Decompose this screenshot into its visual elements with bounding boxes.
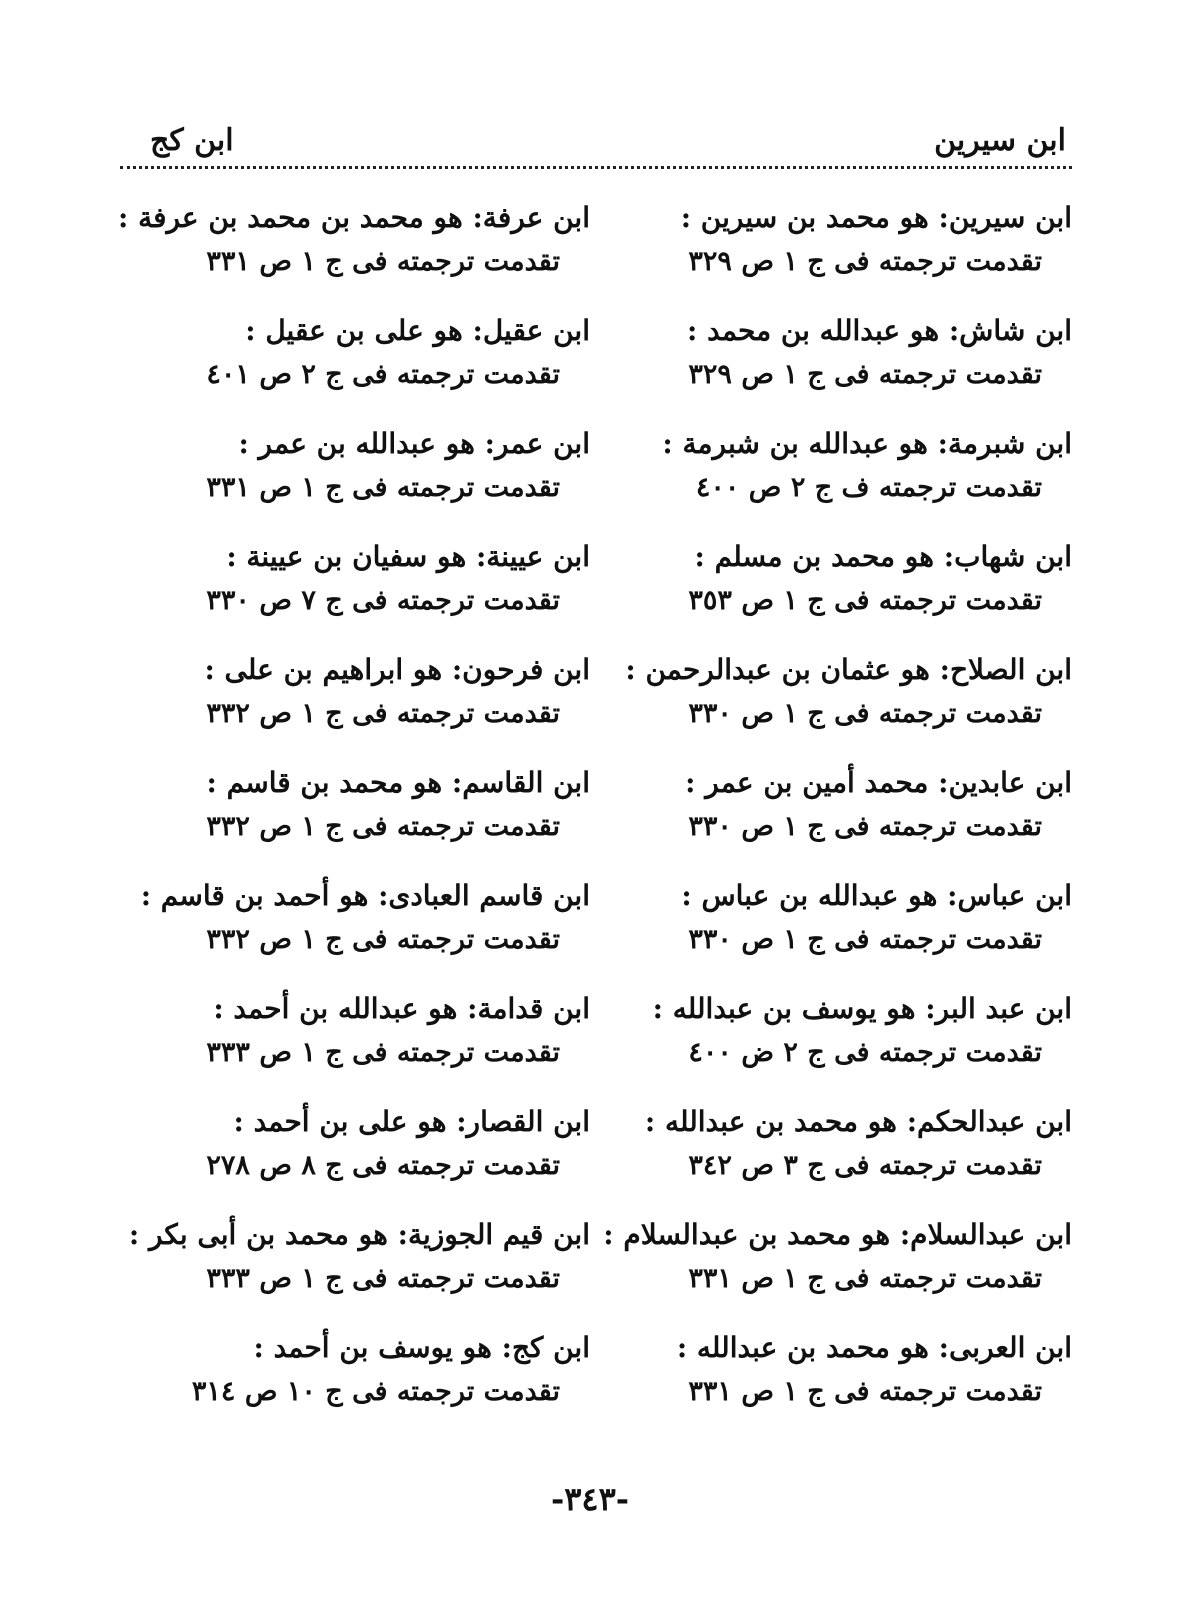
entry-heading: ابن عمر: هو عبدالله بن عمر : — [238, 427, 590, 460]
entry — [602, 761, 1072, 874]
entry-reference: تقدمت ترجمته فى ج ١ ص ٣٢٩ — [688, 359, 1042, 390]
running-header — [120, 118, 1072, 169]
header-last-entry: ابن كج — [150, 123, 234, 158]
entry — [120, 309, 590, 422]
entry-reference: تقدمت ترجمته فى ج ٢ ض ٤٠٠ — [688, 1037, 1042, 1068]
entry — [120, 1100, 590, 1213]
entry — [120, 648, 590, 761]
entry-heading: ابن شبرمة: هو عبدالله بن شبرمة : — [662, 427, 1072, 460]
header-first-entry: ابن سيرين — [934, 123, 1066, 158]
entry — [602, 648, 1072, 761]
entry-heading: ابن شهاب: هو محمد بن مسلم : — [694, 540, 1072, 573]
left-column — [117, 196, 590, 1439]
entry-heading: ابن فرحون: هو ابراهيم بن على : — [204, 653, 590, 686]
entry-heading: ابن كج: هو يوسف بن أحمد : — [253, 1331, 590, 1364]
entry — [120, 422, 590, 535]
entry-reference: تقدمت ترجمته فى ج ١ ص ٣٣٠ — [688, 811, 1042, 842]
entry-reference: تقدمت ترجمته فى ج ١ ص ٣٣٠ — [688, 698, 1042, 729]
entry — [602, 196, 1072, 309]
entry-reference: تقدمت ترجمته فى ج ١ ص ٣٣١ — [688, 1263, 1042, 1294]
entry-heading: ابن عبدالسلام: هو محمد بن عبدالسلام : — [603, 1218, 1072, 1251]
entry-reference: تقدمت ترجمته فى ج ٣ ص ٣٤٢ — [688, 1150, 1042, 1181]
entry — [602, 874, 1072, 987]
entry-heading: ابن عرفة: هو محمد بن محمد بن عرفة : — [117, 201, 590, 234]
entry-heading: ابن عبد البر: هو يوسف بن عبدالله : — [652, 992, 1072, 1025]
entry-reference: تقدمت ترجمته فى ج ٧ ص ٣٣٠ — [206, 585, 560, 616]
entry-heading: ابن سيرين: هو محمد بن سيرين : — [680, 201, 1072, 234]
entry — [602, 535, 1072, 648]
entry-heading: ابن قاسم العبادى: هو أحمد بن قاسم : — [140, 879, 590, 912]
entry-reference: تقدمت ترجمته فى ج ١ ص ٣٣٣ — [206, 1037, 560, 1068]
entry-heading: ابن قيم الجوزية: هو محمد بن أبى بكر : — [128, 1218, 590, 1251]
entry-heading: ابن القاسم: هو محمد بن قاسم : — [206, 766, 590, 799]
entry-reference: تقدمت ترجمته فى ج ١ ص ٣٣٣ — [206, 1263, 560, 1294]
entry-reference: تقدمت ترجمته فى ج ١ ص ٣٣٢ — [206, 698, 560, 729]
entry-heading: ابن القصار: هو على بن أحمد : — [233, 1105, 590, 1138]
entry-heading: ابن عيينة: هو سفيان بن عيينة : — [226, 540, 590, 573]
entry — [602, 1100, 1072, 1213]
entry-heading: ابن الصلاح: هو عثمان بن عبدالرحمن : — [625, 653, 1072, 686]
entry-reference: تقدمت ترجمته فى ج ١ ص ٣٢٩ — [688, 246, 1042, 277]
entry-heading: ابن عباس: هو عبدالله بن عباس : — [681, 879, 1072, 912]
entry — [120, 987, 590, 1100]
entry — [602, 309, 1072, 422]
entry — [117, 196, 590, 309]
entry-reference: تقدمت ترجمته فى ج ١ ص ٣٣٢ — [206, 924, 560, 955]
page-number: -٣٤٣- — [550, 1480, 630, 1518]
entries-area — [117, 196, 1072, 1436]
entry — [120, 535, 590, 648]
entry-reference: تقدمت ترجمته فى ج ١ ص ٣٣١ — [206, 472, 560, 503]
entry-reference: تقدمت ترجمته فى ج ١ ص ٣٣٢ — [206, 811, 560, 842]
entry-reference: تقدمت ترجمته فى ج ٢ ص ٤٠١ — [206, 359, 560, 390]
entry — [120, 1326, 590, 1439]
entry-heading: ابن شاش: هو عبدالله بن محمد : — [687, 314, 1072, 347]
entry-reference: تقدمت ترجمته فى ج ١ ص ٣٣١ — [688, 1376, 1042, 1407]
entry — [120, 761, 590, 874]
entry-reference: تقدمت ترجمته فى ج ٨ ص ٢٧٨ — [206, 1150, 560, 1181]
right-column — [602, 196, 1072, 1439]
entry — [120, 874, 590, 987]
entry-heading: ابن عقيل: هو على بن عقيل : — [245, 314, 590, 347]
entry-reference: تقدمت ترجمته ف ج ٢ ص ٤٠٠ — [695, 472, 1042, 503]
entry — [602, 1326, 1072, 1439]
entry-heading: ابن العربى: هو محمد بن عبدالله : — [676, 1331, 1072, 1364]
entry-reference: تقدمت ترجمته فى ج ١ ص ٣٣٠ — [688, 924, 1042, 955]
entry — [120, 1213, 590, 1326]
entry — [602, 987, 1072, 1100]
entry-reference: تقدمت ترجمته فى ج ١ ص ٣٥٣ — [688, 585, 1042, 616]
entry-heading: ابن عابدين: محمد أمين بن عمر : — [685, 766, 1072, 799]
entry — [602, 422, 1072, 535]
entry-reference: تقدمت ترجمته فى ج ١ ص ٣٣١ — [206, 246, 560, 277]
entry-heading: ابن قدامة: هو عبدالله بن أحمد : — [213, 992, 590, 1025]
entry — [602, 1213, 1072, 1326]
entry-reference: تقدمت ترجمته فى ج ١٠ ص ٣١٤ — [191, 1376, 560, 1407]
entry-heading: ابن عبدالحكم: هو محمد بن عبدالله : — [644, 1105, 1072, 1138]
